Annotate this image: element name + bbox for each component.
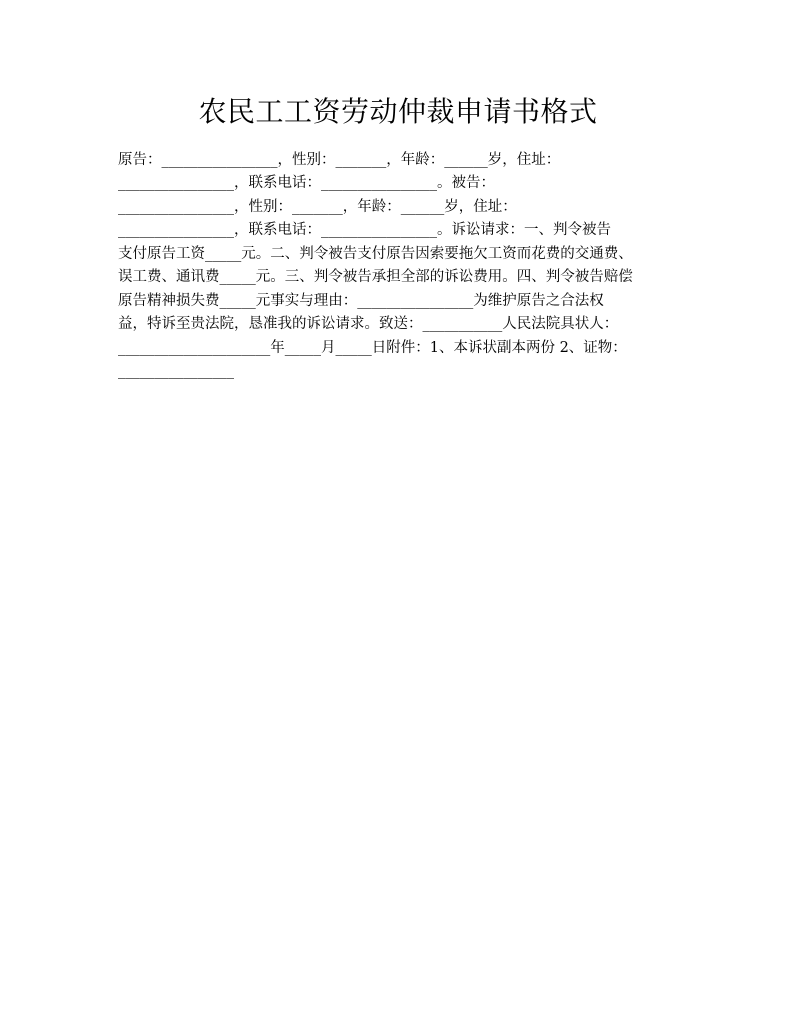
body-line: ________________ (118, 363, 234, 379)
body-line: 误工费、通讯费_____元。三、判令被告承担全部的诉讼费用。四、判令被告赔偿 (118, 269, 633, 285)
body-line: _____________________年_____月_____日附件：1、本诉状副本两份 2、证物： (118, 340, 627, 356)
body-line: ________________，性别：_______，年龄：______岁，住址： (118, 199, 517, 215)
body-line: 支付原告工资_____元。二、判令被告支付原告因索要拖欠工资而花费的交通费、 (118, 246, 633, 262)
body-line: 益，特诉至贵法院，恳准我的诉讼请求。致送：___________人民法院具状人： (118, 316, 619, 332)
body-line: ________________，联系电话：________________。诉讼请求：一、判令被告 (118, 222, 611, 238)
body-line: 原告：________________，性别：_______，年龄：______岁，住址： (118, 152, 561, 168)
document-title: 农民工工资劳动仲裁申请书格式 (198, 95, 598, 128)
body-line: 原告精神损失费_____元事实与理由：________________为维护原告之合法权 (118, 293, 604, 309)
body-line: ________________，联系电话：________________。被告： (118, 175, 495, 191)
